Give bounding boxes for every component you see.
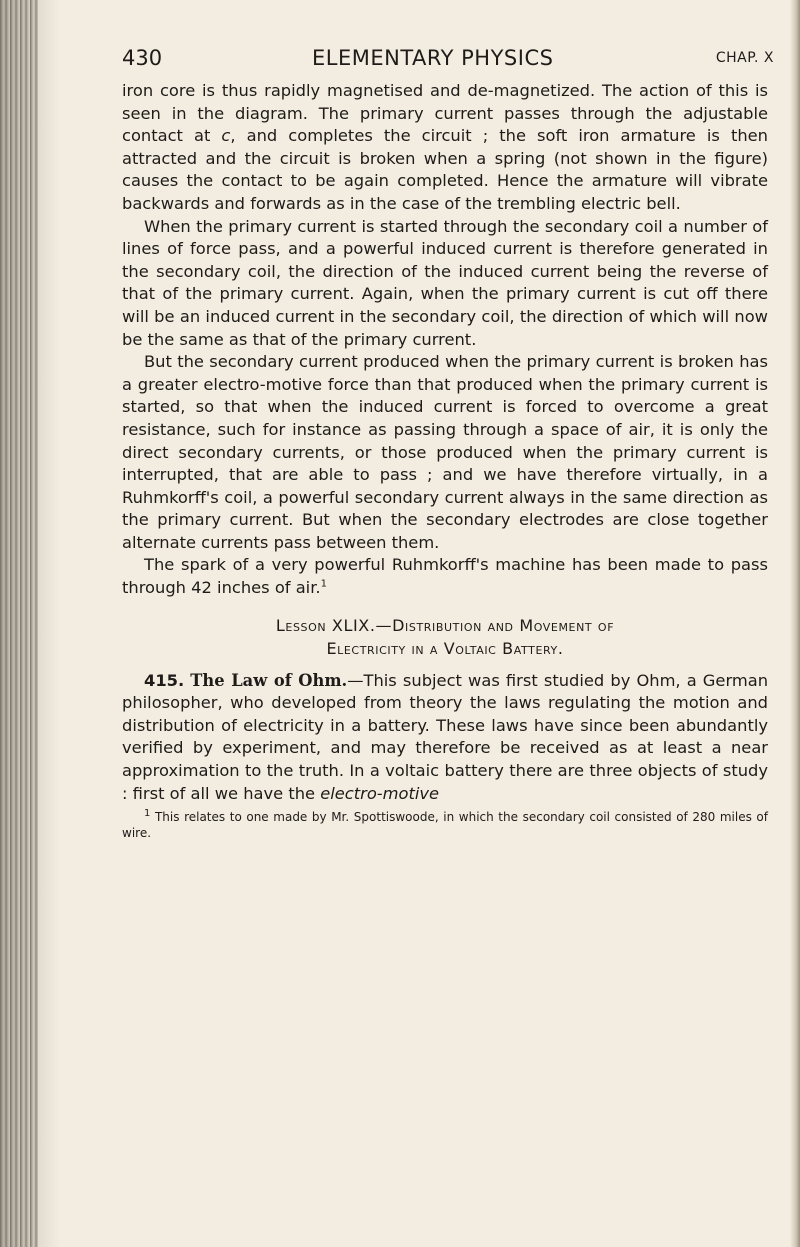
- page-number: 430: [122, 46, 163, 70]
- italic-term: electro-motive: [320, 783, 440, 803]
- paragraph-spark: [122, 554, 768, 599]
- lesson-heading-line: Electricity in a Voltaic Battery.: [326, 638, 564, 658]
- footnote-reference: 1: [320, 578, 327, 590]
- book-title: ELEMENTARY PHYSICS: [312, 46, 554, 70]
- paragraph-text: , and completes the circuit ; the soft iron armature is then attracted and the circuit is broken when a spring (not shown in the figure) causes the contact to be again completed. Hence the armature will vibrate backwards and forwards as in the case of the trembling electric bell.: [122, 126, 768, 213]
- footnote: [122, 809, 768, 841]
- paragraph-induced-current: When the primary current is started through the secondary coil a number of lines of force pass, and a powerful induced current is therefore generated in the secondary coil, the direction of the induced current being the reverse of that of the primary current. Again, when the primary current is cut off there will be an induced current in the secondary coil, the direction of which will now be the same as that of the primary current.: [122, 216, 768, 349]
- paragraph-text: iron core is thus rapidly magnetised and de-magnetized. The action of this is seen in the diagram. The primary current passes through the adjustable contact at: [122, 81, 768, 146]
- chapter-label: CHAP. X: [715, 50, 774, 66]
- page-edge: [790, 0, 800, 1247]
- section-title: The Law of Ohm.: [190, 670, 348, 690]
- gutter-shadow: [0, 0, 60, 1247]
- running-head: [122, 46, 774, 72]
- paragraph-text: The spark of a very powerful Ruhmkorff's machine has been made to pass through 42 inches of air.: [122, 555, 768, 598]
- paragraph-secondary-current: But the secondary current produced when the primary current is broken has a greater electro-motive force than that produced when the primary current is started, so that when the induced current is forced to overcome a great resistance, such for instance as passing through a space of air, it is only the direct secondary currents, or those produced when the primary current is interrupted, that are able to pass ; and we have therefore virtually, in a Ruhmkorff's coil, a powerful secondary current always in the same direction as the primary current. But when the secondary electrodes are close together alternate currents pass between them.: [122, 352, 768, 552]
- section-text: —This subject was first studied by Ohm, a German philosopher, who developed from theory the laws regulating the motion and distribution of electricity in a battery. These laws have since been abundantly verified by experiment, and may therefore be received as at least a near approximation to the truth. In a voltaic battery there are three objects of study : first of all we have the: [122, 670, 769, 803]
- contact-variable: c: [221, 126, 231, 146]
- body-text: [122, 80, 768, 841]
- section-number: 415.: [144, 670, 185, 690]
- lesson-heading-line: Lesson XLIX.—Distribution and Movement of: [275, 615, 615, 635]
- lesson-heading: [122, 614, 768, 660]
- paragraph-continuation: [122, 80, 768, 216]
- footnote-text: This relates to one made by Mr. Spottiswoode, in which the secondary coil consisted of 280 miles of wire.: [122, 810, 768, 841]
- section-415: [122, 670, 768, 806]
- footnote-mark: 1: [144, 808, 151, 820]
